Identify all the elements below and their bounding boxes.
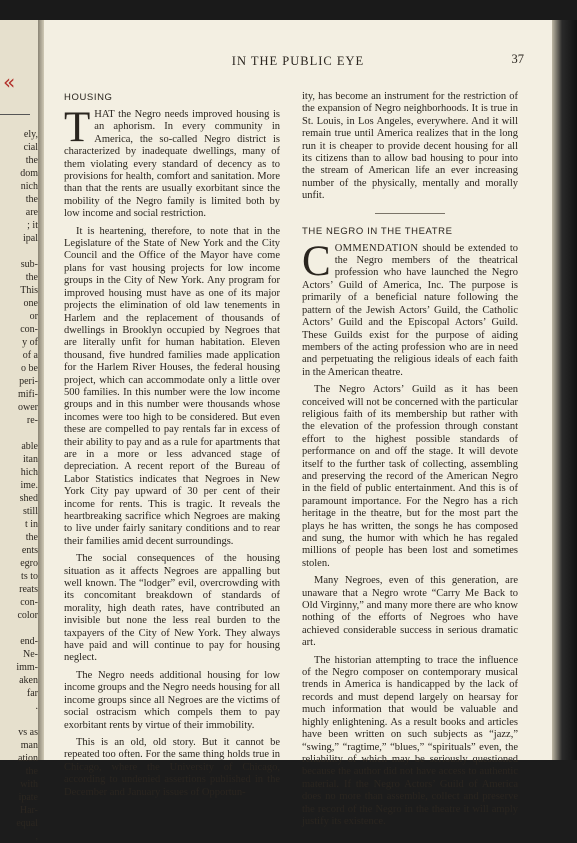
facing-page-fragment: sub-	[20, 259, 38, 270]
facing-page-rule	[0, 114, 30, 115]
running-head: IN THE PUBLIC EYE	[231, 54, 365, 68]
scan-border-top	[0, 0, 577, 22]
housing-paragraph-1	[64, 104, 280, 221]
facing-page-fragment: color	[17, 610, 38, 621]
lead-in: OMMENDATION	[334, 242, 419, 254]
theatre-paragraph-1	[302, 237, 518, 379]
facing-page-fragment: o be	[21, 363, 38, 374]
facing-page-fragment: y of	[22, 337, 38, 348]
facing-page-fragment: vs as	[18, 727, 38, 738]
facing-page-fragment: or	[29, 311, 38, 322]
facing-page-fragment: the	[25, 155, 38, 166]
facing-page-fragment: itan	[23, 454, 38, 465]
facing-page-fragment: reats	[19, 584, 38, 595]
left-column	[64, 92, 280, 804]
facing-page-fragment: con-	[20, 597, 38, 608]
facing-page-fragment	[16, 622, 38, 635]
theatre-paragraph-4: The historian attempting to trace the influence of the Negro composer on contemporary musical trends in America is handicapped by the lack of records and must depend largely on hearsay for much information that would be valuable and highly enlightening. As a result books and articles have been written on such subjects as “jazz,” “swing,” “ragtime,” “blues,” “spirituals” even, the reliability of which may be seriously questioned because the author did not have access to authentic material. If the Negro Actors’ Guild of America does no more than assemble, collect and preserve the record of the Negro in the theatre it will amply justify its existence.	[302, 654, 518, 827]
page-number: 37	[511, 52, 524, 66]
facing-page-fragment: mifi-	[18, 389, 38, 400]
chevron-left-icon: «	[3, 70, 16, 94]
facing-page-fragment: of a	[22, 350, 38, 361]
facing-page-fragment: shed	[19, 493, 38, 504]
facing-page-fragment: .	[35, 701, 38, 712]
facing-page-fragment: equal	[16, 818, 38, 829]
facing-page-fragment: t in	[24, 519, 38, 530]
facing-page-fragment: still	[22, 506, 38, 517]
facing-page-fragment: dom	[20, 168, 38, 179]
housing-paragraph-2: It is heartening, therefore, to note that in the Legislature of the State of New York and the City Council and the Office of the Mayor have come plans for vast housing projects for low income groups in the City of New York. Any program for improved housing must have as one of its major projects the elimination of old law tenements in Harlem and the replacement of thousands of dwellings in Brooklyn occupied by Negroes that are literally unfit for human habitation. Eleven thousand, five hundred families made application for the Harlem River Houses, the federal housing project, which can accommodate only a little over 500 families. In this number were the low income groups and in this number were thousands whose incomes were too high to be considered. But even these are compelled to pay rentals far in excess of their ability to pay and as a rule for apartments that are in a more or less advanced stage of depreciation. A recent report of the Bureau of Labor Statistics indicates that Negroes in New York City pay upward of 30 per cent of their income for rents. This is tragic. It reveals the heartbreaking sacrifice which Negroes are making to live under fairly sanitary conditions and to rear their families amid decent surroundings.	[64, 225, 280, 547]
facing-page-fragment: one	[23, 298, 38, 309]
theatre-paragraph-2: The Negro Actors’ Guild as it has been conceived will not be concerned with the particular religious faith of its membership but rather with the elevation of the profession through constant effort to the highest possible standards of performance on and off the stage. It will devote itself to the further task of collecting, assembling and preserving the record of the American Negro in the field of public entertainment. And this is of paramount importance. For the Negro has a rich heritage in the theatre, but for the most part the plays he has written, the songs he has composed and sung, the humor with which he has regaled millions of people has been lost and sometimes stolen.	[302, 384, 518, 569]
facing-page-fragment: able	[21, 441, 38, 452]
theatre-heading: THE NEGRO IN THE THEATRE	[302, 225, 453, 237]
facing-page-fragment: egro	[20, 558, 38, 569]
theatre-paragraph-3: Many Negroes, even of this generation, are unaware that a Negro wrote “Carry Me Back to Old Virginny,” and many more there are who know nothing of the efforts of Negroes who have achieved considerable success in serious dramatic art.	[302, 575, 518, 649]
facing-page-fragment: hich	[20, 467, 38, 478]
facing-page-fragment	[16, 427, 38, 440]
housing-paragraph-6: ity, has become an instrument for the restriction of the expansion of Negro neighborhoods. It is true in St. Louis, in Los Angeles, everywhere. And it will remain true until America realizes that in the long run it is cheaper to provide decent housing for all its citizens than to allow bad housing to pour into the stream of American life an ever increasing number of the physically, mentally and morally unfit.	[302, 91, 518, 202]
facing-page-fragment: ts to	[21, 571, 38, 582]
facing-page-fragment: imm-	[16, 662, 38, 673]
right-column	[302, 91, 518, 833]
facing-page-fragment: the	[25, 194, 38, 205]
section-divider	[375, 213, 445, 214]
facing-page-fragment: man	[20, 740, 38, 751]
dropcap: T	[64, 104, 91, 151]
facing-page-fragment	[16, 713, 38, 726]
facing-page-fragment: ipal	[23, 233, 38, 244]
housing-heading: HOUSING	[64, 92, 113, 103]
paragraph-text: HAT the Negro needs improved housing is an aphorism. In every community in America, the so-called Negro district is characterized by inadequate dwellings, many of them violating every standard of decency as to provisions for health, comfort and sanitation. More than that the rents are usually exorbitant since the mobility of the Negro family is limited both by low income and social restriction.	[64, 109, 280, 220]
facing-page-fragment: ation	[18, 753, 38, 764]
facing-page-fragment: aken	[19, 675, 38, 686]
facing-page-edge	[0, 20, 40, 842]
facing-page-fragment: ely,	[23, 129, 38, 140]
facing-page-fragment: ime.	[20, 480, 38, 491]
facing-page-fragment: the	[25, 532, 38, 543]
facing-page-fragment: the	[25, 766, 38, 777]
dropcap: C	[302, 237, 331, 285]
facing-page-text	[16, 128, 38, 843]
facing-page-fragment: nich	[20, 181, 38, 192]
paragraph-text: should be extended to the Negro members of the theatrical profession who have launched the Negro Actors’ Guild of America, Inc. The purpose is primarily of a beneficial nature following the pattern of the Jewish Actors’ Guild, the Catholic Actors’ Guild and the Episcopal Actors’ Guild. These Guilds exist for the purpose of aiding members of the acting profession who are in need and perpetuating the religious ideals of each faith in the American theatre.	[302, 242, 518, 378]
facing-page-fragment: peri-	[19, 376, 38, 387]
housing-paragraph-3: The social consequences of the housing situation as it affects Negroes are appalling but well known. The “lodger” evil, overcrowding with its concomitant breakdown of standards of morality, high death rates, have contributed an invisible but none the less real burden to the taxpayers of the City of New York. They always have paid and will continue to pay for housing neglect.	[64, 553, 280, 664]
facing-page-fragment: This	[20, 285, 38, 296]
housing-paragraph-4: The Negro needs additional housing for low income groups and the Negro needs housing for all income groups since all Negroes are the victims of social ostracism which compels them to pay exorbitant rents by virtue of their immobility.	[64, 669, 280, 731]
facing-page-fragment: end-	[20, 636, 38, 647]
facing-page-fragment: cial	[23, 142, 38, 153]
facing-page-fragment: re-	[26, 415, 38, 426]
facing-page-fragment: ,	[35, 831, 38, 842]
facing-page-fragment: ; it	[27, 220, 38, 231]
facing-page-fragment	[16, 245, 38, 258]
facing-page-fragment: ower	[18, 402, 38, 413]
facing-page-fragment: with	[20, 779, 38, 790]
facing-page-fragment: the	[25, 272, 38, 283]
facing-page-fragment: ipate	[18, 792, 38, 803]
facing-page-fragment: Har-	[19, 805, 38, 816]
facing-page-fragment: con-	[20, 324, 38, 335]
facing-page-fragment: far	[26, 688, 38, 699]
housing-paragraph-5: This is an old, old story. But it cannot be repeated too often. For the same thing holds true in Chicago, where the University of Chicago, according to undenied assertions published in the December and January issues of Opportun-	[64, 736, 280, 798]
facing-page-fragment: Ne-	[23, 649, 38, 660]
facing-page-fragment: ents	[21, 545, 38, 556]
scan-border-right	[552, 20, 577, 760]
page	[44, 20, 552, 827]
facing-page-fragment: are	[25, 207, 38, 218]
